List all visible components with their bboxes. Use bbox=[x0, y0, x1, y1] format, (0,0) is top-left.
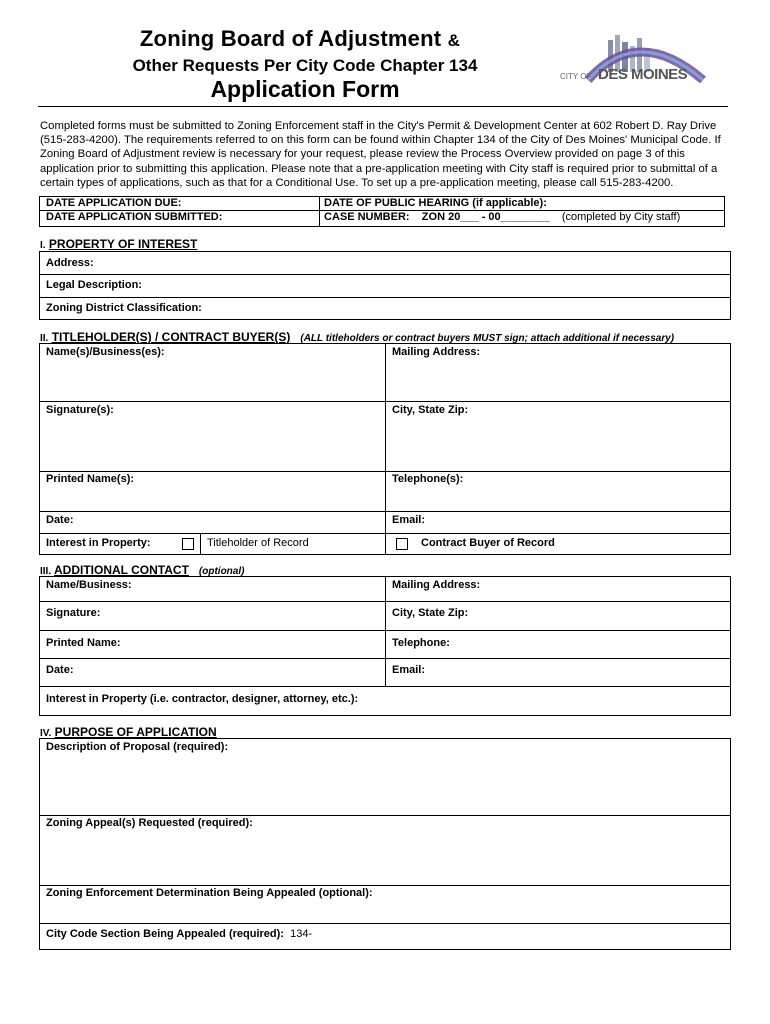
section-4-heading: IV. PURPOSE OF APPLICATION bbox=[40, 725, 217, 739]
header-divider bbox=[38, 106, 728, 107]
contact-city-field[interactable]: City, State Zip: bbox=[392, 607, 469, 619]
section-2-note: (ALL titleholders or contract buyers MUST sign; attach additional if necessary) bbox=[300, 333, 675, 344]
hearing-date-label: DATE OF PUBLIC HEARING (if applicable): bbox=[324, 197, 547, 209]
form-title: Zoning Board of Adjustment & bbox=[139, 26, 461, 51]
signatures-field[interactable]: Signature(s): bbox=[46, 404, 114, 416]
section-1-heading: I. PROPERTY OF INTEREST bbox=[40, 237, 198, 251]
appeals-field[interactable]: Zoning Appeal(s) Requested (required): bbox=[46, 817, 253, 829]
titleholder-checkbox[interactable] bbox=[182, 538, 194, 550]
section-3-note: (optional) bbox=[198, 566, 245, 577]
titleholder-option-label: Titleholder of Record bbox=[207, 537, 309, 549]
case-number-label: CASE NUMBER: ZON 20___ - 00________ (completed by City staff) bbox=[324, 211, 681, 223]
case-number-note: (completed by City staff) bbox=[561, 211, 681, 223]
email-field[interactable]: Email: bbox=[392, 514, 426, 526]
telephones-field[interactable]: Telephone(s): bbox=[392, 473, 464, 485]
intro-text: Completed forms must be submitted to Zoning Enforcement staff in the City's Permit & Development Center at 602 Robert D. Ray Drive (515-283-4200). The requirements referred to on this form can be found within Chapter 134 of the City of Des Moines' Municipal Code. If Zoning Board of Adjustment review is necessary for your request, please review the Process Overview provided on page 3 of this application prior to submitting this application. Please note that a pre-application meeting with City staff is required prior to submittal of a certain types of applications, such as that for a Conditional Use. To set up a pre-application meeting, please call 515-283-4200. bbox=[40, 120, 721, 189]
contact-signature-field[interactable]: Signature: bbox=[46, 607, 101, 619]
city-logo bbox=[558, 32, 708, 92]
section-3-heading: III. ADDITIONAL CONTACT (optional) bbox=[40, 563, 245, 577]
mailing-address-field[interactable]: Mailing Address: bbox=[392, 346, 481, 358]
contact-printed-field[interactable]: Printed Name: bbox=[46, 637, 121, 649]
names-field[interactable]: Name(s)/Business(es): bbox=[46, 346, 165, 358]
form-subtitle: Other Requests Per City Code Chapter 134 bbox=[132, 56, 478, 75]
code-prefix: 134- bbox=[290, 928, 313, 940]
titleholder-box bbox=[39, 343, 731, 555]
logo-city-of: CITY OF bbox=[560, 72, 592, 81]
contact-interest-field[interactable]: Interest in Property (i.e. contractor, designer, attorney, etc.): bbox=[46, 693, 359, 705]
contract-buyer-option-label: Contract Buyer of Record bbox=[421, 537, 555, 549]
contact-mailing-field[interactable]: Mailing Address: bbox=[392, 579, 481, 591]
date-submitted-label: DATE APPLICATION SUBMITTED: bbox=[46, 211, 223, 223]
date-field[interactable]: Date: bbox=[46, 514, 74, 526]
property-box bbox=[39, 251, 731, 320]
skyline-icon bbox=[558, 32, 708, 92]
logo-name: DES MOINES bbox=[598, 66, 688, 83]
printed-names-field[interactable]: Printed Name(s): bbox=[46, 473, 135, 485]
date-due-label: DATE APPLICATION DUE: bbox=[46, 197, 182, 209]
contract-buyer-checkbox[interactable] bbox=[396, 538, 408, 550]
contact-email-field[interactable]: Email: bbox=[392, 664, 426, 676]
section-2-heading: II. TITLEHOLDER(S) / CONTRACT BUYER(S) (ALL titleholders or contract buyers MUST sign; attach additional if necessary) bbox=[40, 330, 675, 344]
legal-description-field[interactable]: Legal Description: bbox=[46, 279, 142, 291]
purpose-box bbox=[39, 738, 731, 950]
case-number-value: ZON 20___ - 00________ bbox=[421, 211, 550, 223]
dates-box bbox=[39, 196, 725, 227]
determination-field[interactable]: Zoning Enforcement Determination Being Appealed (optional): bbox=[46, 887, 373, 899]
contact-name-field[interactable]: Name/Business: bbox=[46, 579, 132, 591]
interest-label: Interest in Property: bbox=[46, 537, 151, 549]
title-ampersand: & bbox=[447, 31, 461, 50]
contact-date-field[interactable]: Date: bbox=[46, 664, 74, 676]
code-section-field[interactable]: City Code Section Being Appealed (required): 134- bbox=[46, 928, 313, 940]
contact-telephone-field[interactable]: Telephone: bbox=[392, 637, 450, 649]
description-field[interactable]: Description of Proposal (required): bbox=[46, 741, 229, 753]
address-field[interactable]: Address: bbox=[46, 257, 94, 269]
form-heading: Application Form bbox=[210, 76, 400, 102]
zoning-district-field[interactable]: Zoning District Classification: bbox=[46, 302, 202, 314]
city-state-zip-field[interactable]: City, State Zip: bbox=[392, 404, 469, 416]
additional-contact-box bbox=[39, 576, 731, 716]
